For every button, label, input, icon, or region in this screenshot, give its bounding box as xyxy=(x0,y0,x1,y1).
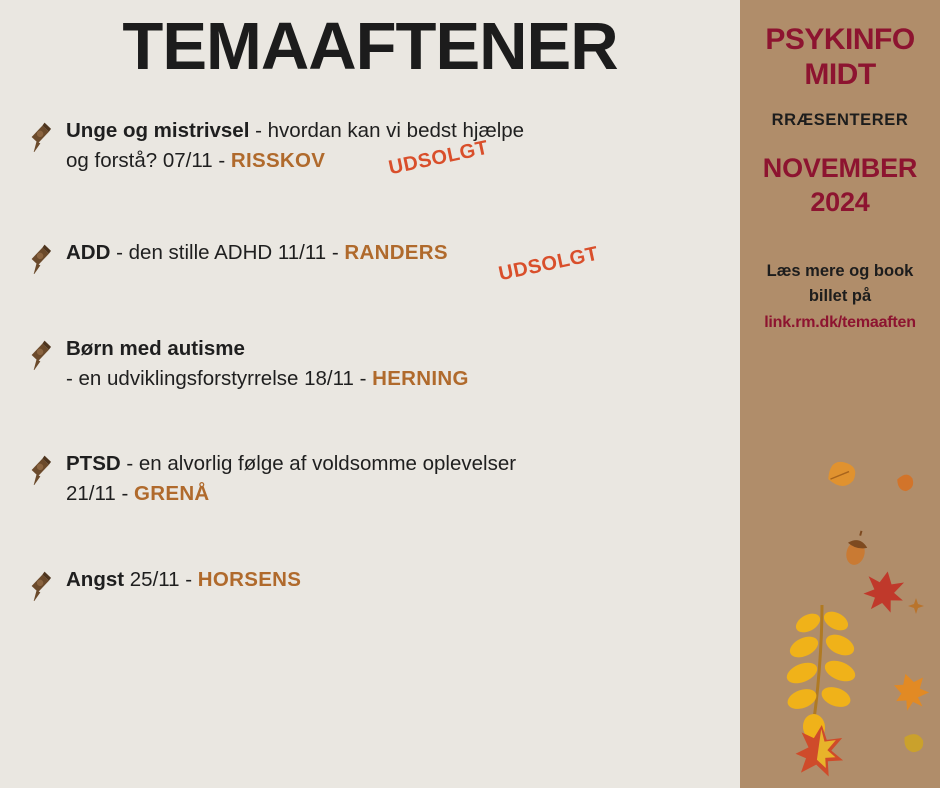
event-city: GRENÅ xyxy=(134,481,210,505)
status-badge: UDSOLGT xyxy=(496,242,601,286)
status-badge: UDSOLGT xyxy=(386,137,491,180)
pushpin-icon xyxy=(26,449,66,485)
sidebar xyxy=(740,0,940,788)
event-city: RANDERS xyxy=(344,240,448,264)
event-text xyxy=(66,116,525,180)
event-title: Børn med autisme xyxy=(66,336,245,360)
event-text xyxy=(66,238,601,286)
event-title: ADD xyxy=(66,240,111,264)
booking-line-1: Læs mere og book xyxy=(766,262,914,281)
pushpin-icon xyxy=(26,565,66,601)
date-block xyxy=(740,152,940,220)
event-title: PTSD xyxy=(66,452,121,476)
pushpin-icon xyxy=(26,116,66,152)
booking-link[interactable]: link.rm.dk/temaaften xyxy=(764,313,916,331)
event-detail: - en alvorlig følge af voldsomme oplevelser xyxy=(120,452,517,476)
brand-line-2: MIDT xyxy=(804,58,876,92)
autumn-leaves-decoration xyxy=(740,430,940,788)
event-city: HORSENS xyxy=(197,567,302,591)
brand-line-1: PSYKINFO xyxy=(765,23,915,56)
year-label: 2024 xyxy=(810,186,870,217)
pushpin-icon xyxy=(26,334,66,370)
event-city: RISSKOV xyxy=(230,149,326,173)
event-detail-2: - en udviklingsforstyrrelse 18/11 - xyxy=(66,366,373,390)
pushpin-icon xyxy=(26,238,66,274)
event-title: Angst xyxy=(66,567,125,591)
list-item xyxy=(26,334,740,393)
event-detail: - den stille ADHD 11/11 - xyxy=(110,240,345,264)
list-item xyxy=(26,565,740,601)
event-text xyxy=(66,565,301,595)
booking-line-2: billet på xyxy=(808,287,872,306)
event-text xyxy=(66,449,516,508)
list-item xyxy=(26,116,740,180)
event-detail-2: 21/11 - xyxy=(66,481,134,505)
booking-info xyxy=(740,259,940,335)
event-text xyxy=(66,334,469,393)
event-city: HERNING xyxy=(372,366,469,390)
event-title: Unge og mistrivsel xyxy=(66,119,250,143)
presents-label: RRÆSENTERER xyxy=(771,110,909,129)
event-detail: 25/11 - xyxy=(124,567,198,591)
month-label: NOVEMBER xyxy=(762,152,918,183)
page-title: TEMAAFTENER xyxy=(122,9,618,84)
event-detail: - hvordan kan vi bedst hjælpe xyxy=(249,119,525,143)
event-detail-2: og forstå? 07/11 - xyxy=(66,149,231,173)
list-item xyxy=(26,238,740,286)
brand-name xyxy=(740,22,940,93)
events-list xyxy=(0,116,740,600)
list-item xyxy=(26,449,740,508)
